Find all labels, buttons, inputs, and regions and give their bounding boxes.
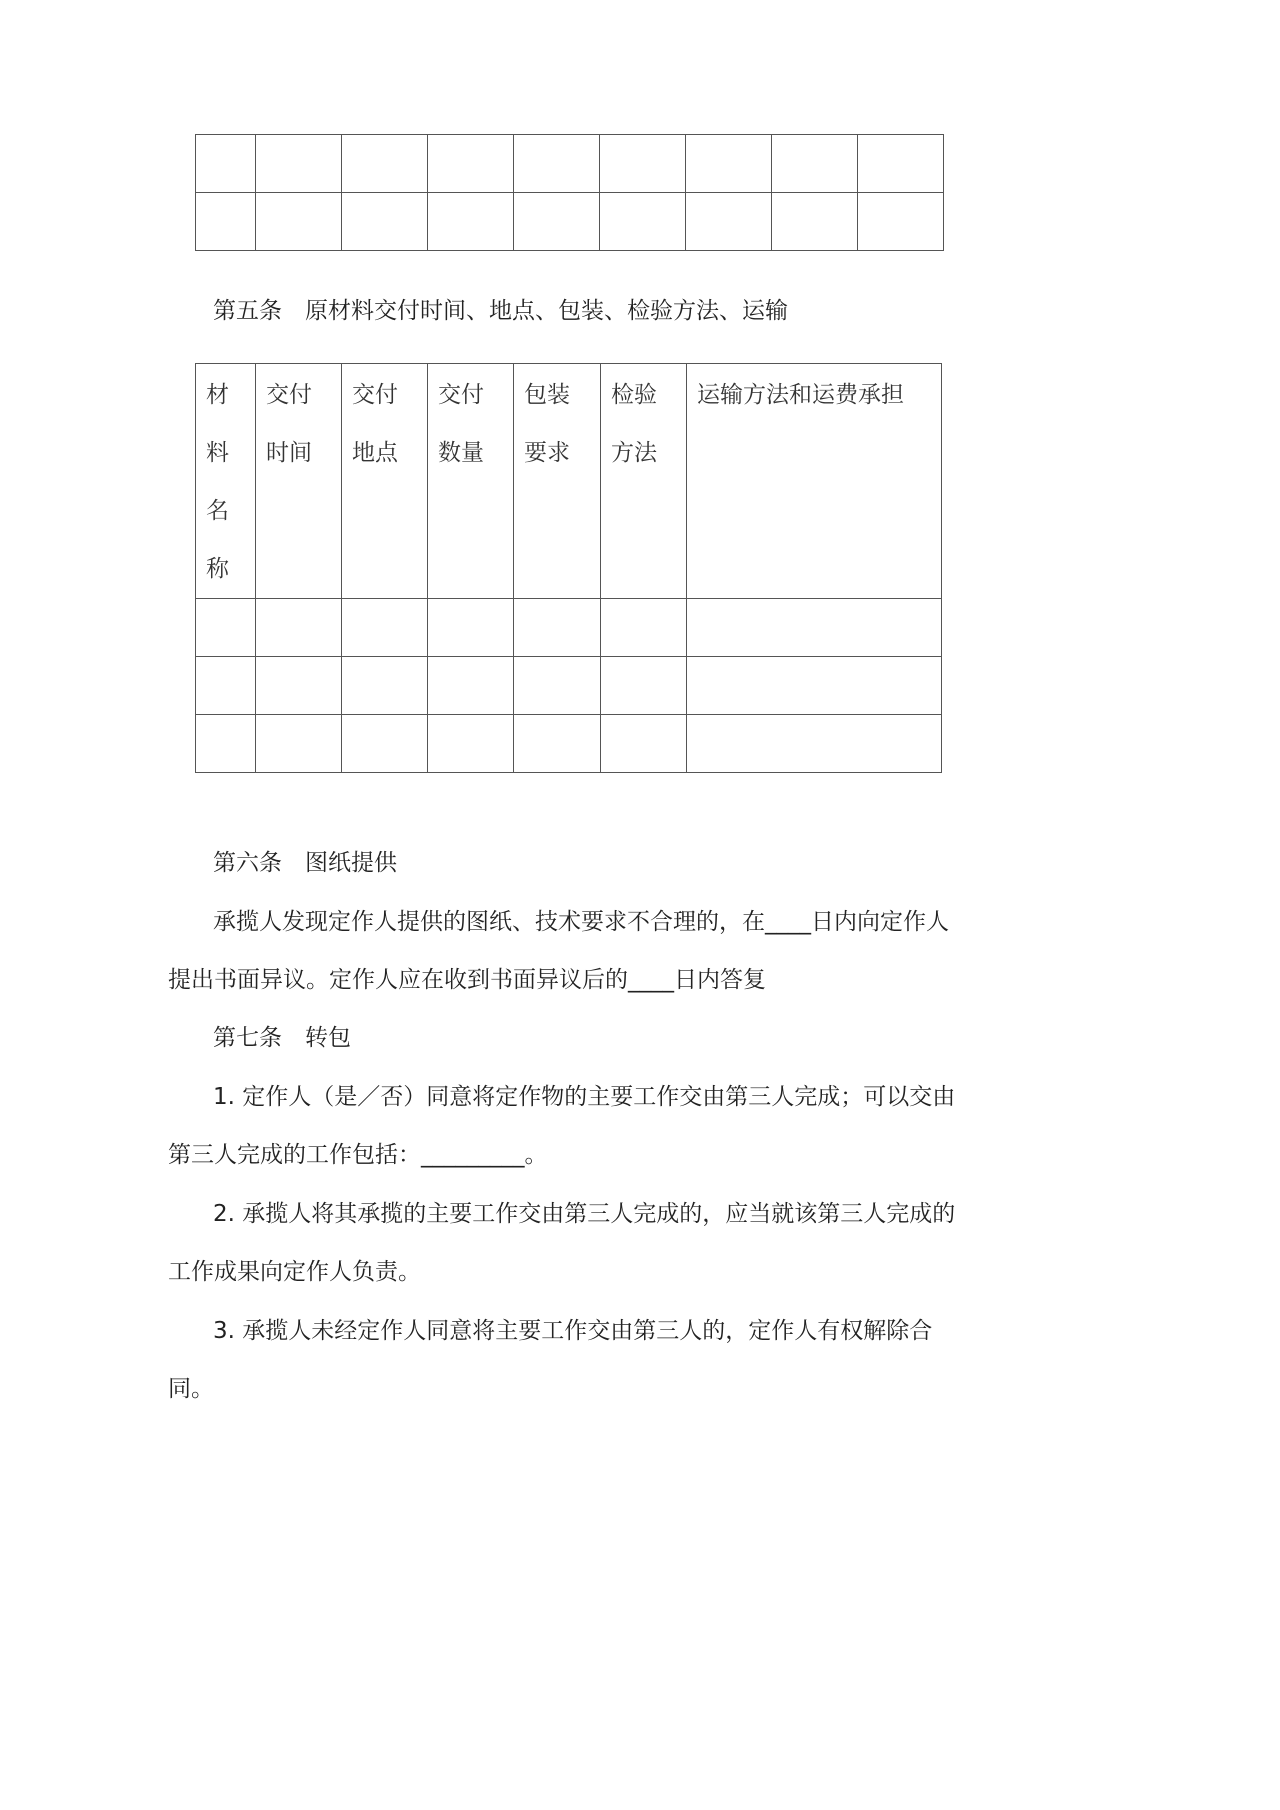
table-cell (686, 135, 772, 193)
article6-heading: 第六条 图纸提供 (213, 850, 397, 876)
table-cell (342, 657, 428, 715)
table-cell (256, 715, 342, 773)
table-row (196, 135, 944, 193)
table-cell (256, 193, 342, 251)
article7-heading: 第七条 转包 (213, 1025, 351, 1051)
table-cell (514, 715, 601, 773)
table-cell (256, 599, 342, 657)
table-cell (196, 135, 256, 193)
table-cell (514, 657, 601, 715)
table-row (196, 193, 944, 251)
header-packaging: 包装要求 (514, 364, 601, 599)
table-cell (514, 135, 600, 193)
table-cell (342, 715, 428, 773)
table-cell (772, 193, 858, 251)
table-cell (858, 193, 944, 251)
header-transport: 运输方法和运费承担 (687, 364, 942, 599)
continued-table (195, 134, 944, 251)
article7-item-3-line: 同。 (168, 1376, 214, 1402)
article5-heading: 第五条 原材料交付时间、地点、包装、检验方法、运输 (213, 298, 788, 324)
table-cell (772, 135, 858, 193)
table-cell (601, 657, 687, 715)
article7-item-2-line: 2. 承揽人将其承揽的主要工作交由第三人完成的，应当就该第三人完成的 (213, 1201, 956, 1227)
table-cell (687, 715, 942, 773)
table-cell (858, 135, 944, 193)
header-delivery-place: 交付地点 (342, 364, 428, 599)
table-cell (600, 135, 686, 193)
table-cell (342, 193, 428, 251)
header-delivery-time: 交付时间 (256, 364, 342, 599)
table-cell (428, 135, 514, 193)
table-cell (514, 193, 600, 251)
table-cell (601, 715, 687, 773)
article7-item-1-line: 1. 定作人（是／否）同意将定作物的主要工作交由第三人完成；可以交由 (213, 1084, 956, 1110)
table-row (196, 657, 942, 715)
table-cell (196, 599, 256, 657)
article7-item-3-line: 3. 承揽人未经定作人同意将主要工作交由第三人的，定作人有权解除合 (213, 1318, 933, 1344)
table-cell (342, 599, 428, 657)
table-cell (514, 599, 601, 657)
table-cell (601, 599, 687, 657)
table-cell (196, 715, 256, 773)
table-row (196, 715, 942, 773)
table-header-row (196, 364, 942, 599)
header-delivery-quantity: 交付数量 (428, 364, 514, 599)
table-cell (196, 193, 256, 251)
table-cell (428, 599, 514, 657)
article7-item-1-line: 第三人完成的工作包括：_________。 (168, 1142, 548, 1168)
header-material-name: 材料名称 (196, 364, 256, 599)
table-cell (428, 715, 514, 773)
table-cell (342, 135, 428, 193)
table-cell (428, 193, 514, 251)
table-cell (687, 599, 942, 657)
header-inspection: 检验方法 (601, 364, 687, 599)
materials-table (195, 363, 942, 773)
table-cell (256, 657, 342, 715)
table-row (196, 599, 942, 657)
article6-paragraph-line: 承揽人发现定作人提供的图纸、技术要求不合理的，在____日内向定作人 (213, 909, 949, 935)
table-cell (428, 657, 514, 715)
table-cell (686, 193, 772, 251)
table-cell (687, 657, 942, 715)
table-cell (196, 657, 256, 715)
table-cell (256, 135, 342, 193)
article6-paragraph-line: 提出书面异议。定作人应在收到书面异议后的____日内答复 (168, 967, 766, 993)
article7-item-2-line: 工作成果向定作人负责。 (168, 1259, 421, 1285)
table-cell (600, 193, 686, 251)
